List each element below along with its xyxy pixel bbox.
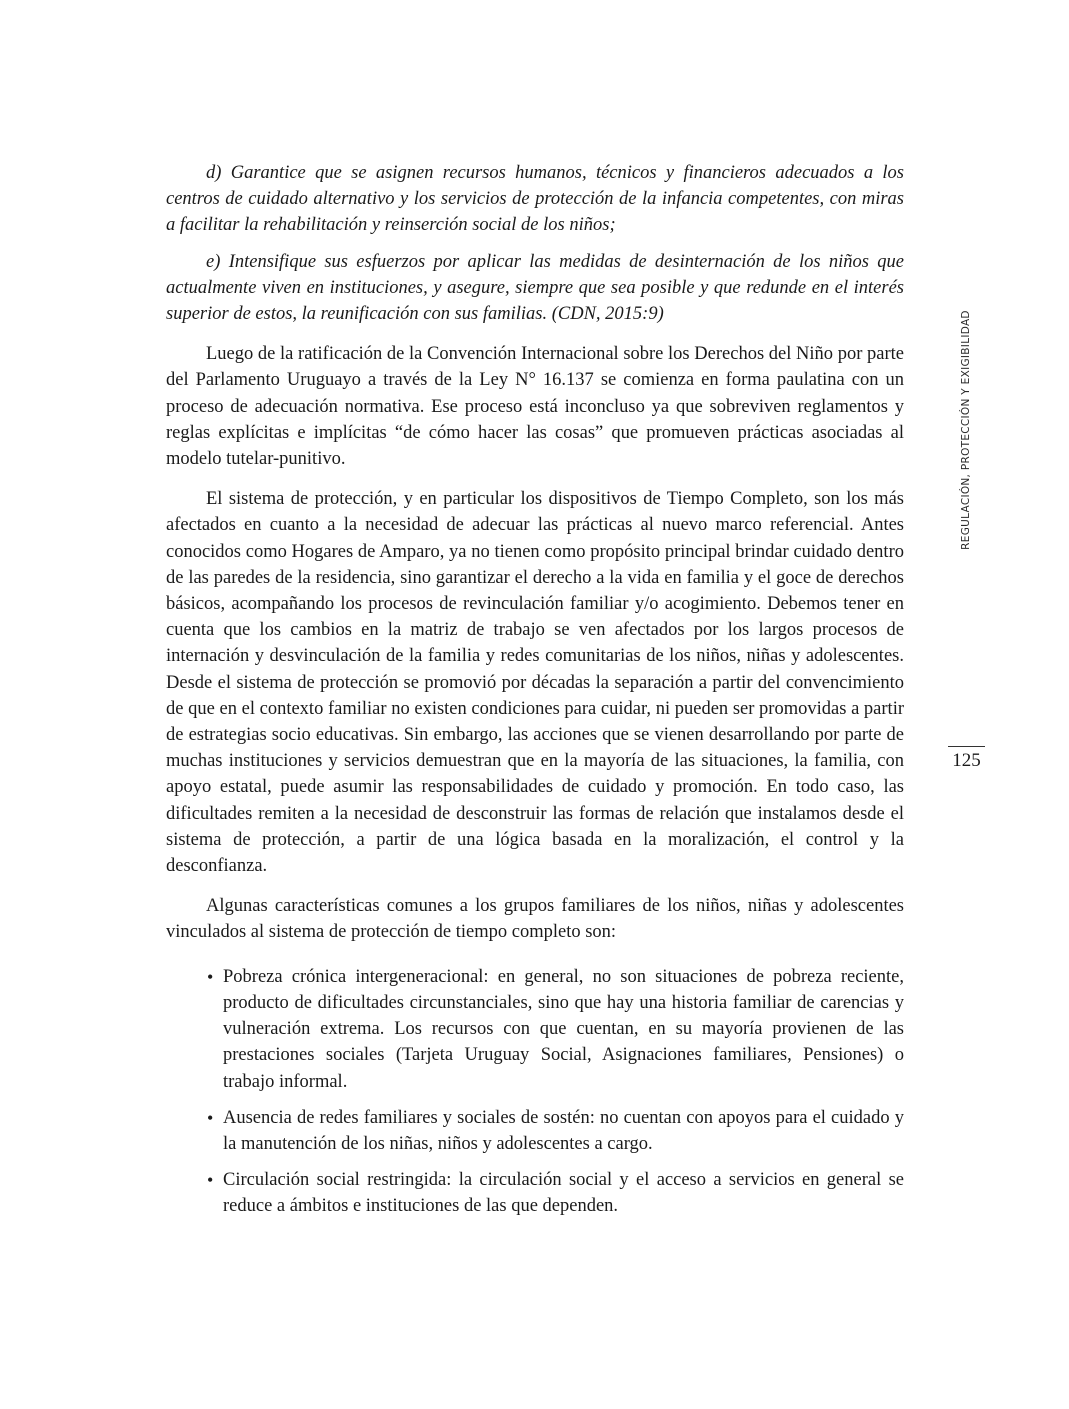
quote-item-d: d) Garantice que se asignen recursos humanos, técnicos y financieros adecuados a los centros de cuidado alternativo y los servicios de protección de la infancia competentes, con miras a facilitar la rehabilitación y reinserción social de los niños; — [166, 163, 904, 236]
list-item-text: Circulación social restringida: la circulación social y el acceso a servicios en general se reduce a ámbitos e instituciones de las que dependen. — [223, 1170, 904, 1217]
quote-item-e: e) Intensifique sus esfuerzos por aplicar las medidas de desinternación de los niños que actualmente viven en instituciones, y asegure, siempre que sea posible y que redunde en el interés superior de estos, la reunificación con sus familias. (CDN, 2015:9) — [166, 251, 904, 325]
page-number: 125 — [952, 750, 981, 771]
bullet-icon: • — [207, 966, 214, 987]
list-item-text: Pobreza crónica intergeneracional: en general, no son situaciones de pobreza reciente, producto de dificultades circunstanciales, sino que hay una historia familiar de carencias y vulneración extrema. Los recursos con que cuentan, en su mayoría provienen de las prestaciones sociales (Tarjeta Uruguay Social, Asignaciones familiares, Pensiones) o trabajo informal. — [223, 966, 904, 1092]
running-head: REGULACIÓN, PROTECCIÓN Y EXIGIBILIDAD — [960, 310, 972, 550]
body-paragraph: Algunas características comunes a los grupos familiares de los niños, niñas y adolescentes vinculados al sistema de protección de tiempo completo son: — [166, 896, 904, 943]
list-item — [166, 1105, 904, 1157]
list-item-text: Ausencia de redes familiares y sociales de sostén: no cuentan con apoyos para el cuidado y la manutención de los niñas, niños y adolescentes a cargo. — [223, 1107, 904, 1154]
body-paragraph: Luego de la ratificación de la Convención Internacional sobre los Derechos del Niño por parte del Parlamento Uruguayo a través de la Ley N° 16.137 se comienza en forma paulatina con un proceso de adecuación normativa. Ese proceso está inconcluso ya que sobreviven reglamentos y reglas explícitas e implícitas “de cómo hacer las cosas” que promueven prácticas asociadas al modelo tutelar-punitivo. — [166, 344, 904, 470]
bullet-icon: • — [207, 1170, 214, 1191]
body-paragraph: El sistema de protección, y en particular los dispositivos de Tiempo Completo, son los más afectados en cuanto a la necesidad de adecuar las prácticas al nuevo marco referencial. Antes conocidos como Hogares de Amparo, ya no tienen como propósito principal brindar cuidado dentro de las paredes de la residencia, sino garantizar el derecho a la vida en familia y el goce de derechos básicos, acompañando los procesos de revinculación familiar y/o acogimiento. Debemos tener en cuenta que los cambios en la matriz de trabajo se ven afectados por los largos procesos de internación y desvinculación de la familia y redes comunitarias de los niños, niñas y adolescentes. Desde el sistema de protección se promovió por décadas la separación a partir del convencimiento de que en el contexto familiar no existen condiciones para cuidar, ni pueden ser promovidas a partir de estrategias socio educativas. Sin embargo, las acciones que se vienen desarrollando por parte de muchas instituciones y servicios demuestran que en la mayoría de las situaciones, la familia, con apoyo estatal, puede asumir las responsabilidades de cuidado y promoción. En todo caso, las dificultades remiten a la necesidad de desconstruir las formas de relación que instalamos desde el sistema de protección, a partir de una lógica basada en la moralización, el control y la desconfianza. — [166, 489, 904, 877]
page-body — [166, 160, 904, 1230]
list-item — [166, 964, 904, 1095]
bullet-icon: • — [207, 1107, 214, 1128]
list-item — [166, 1167, 904, 1219]
page-number-rule — [948, 746, 985, 747]
characteristics-list — [166, 964, 904, 1220]
